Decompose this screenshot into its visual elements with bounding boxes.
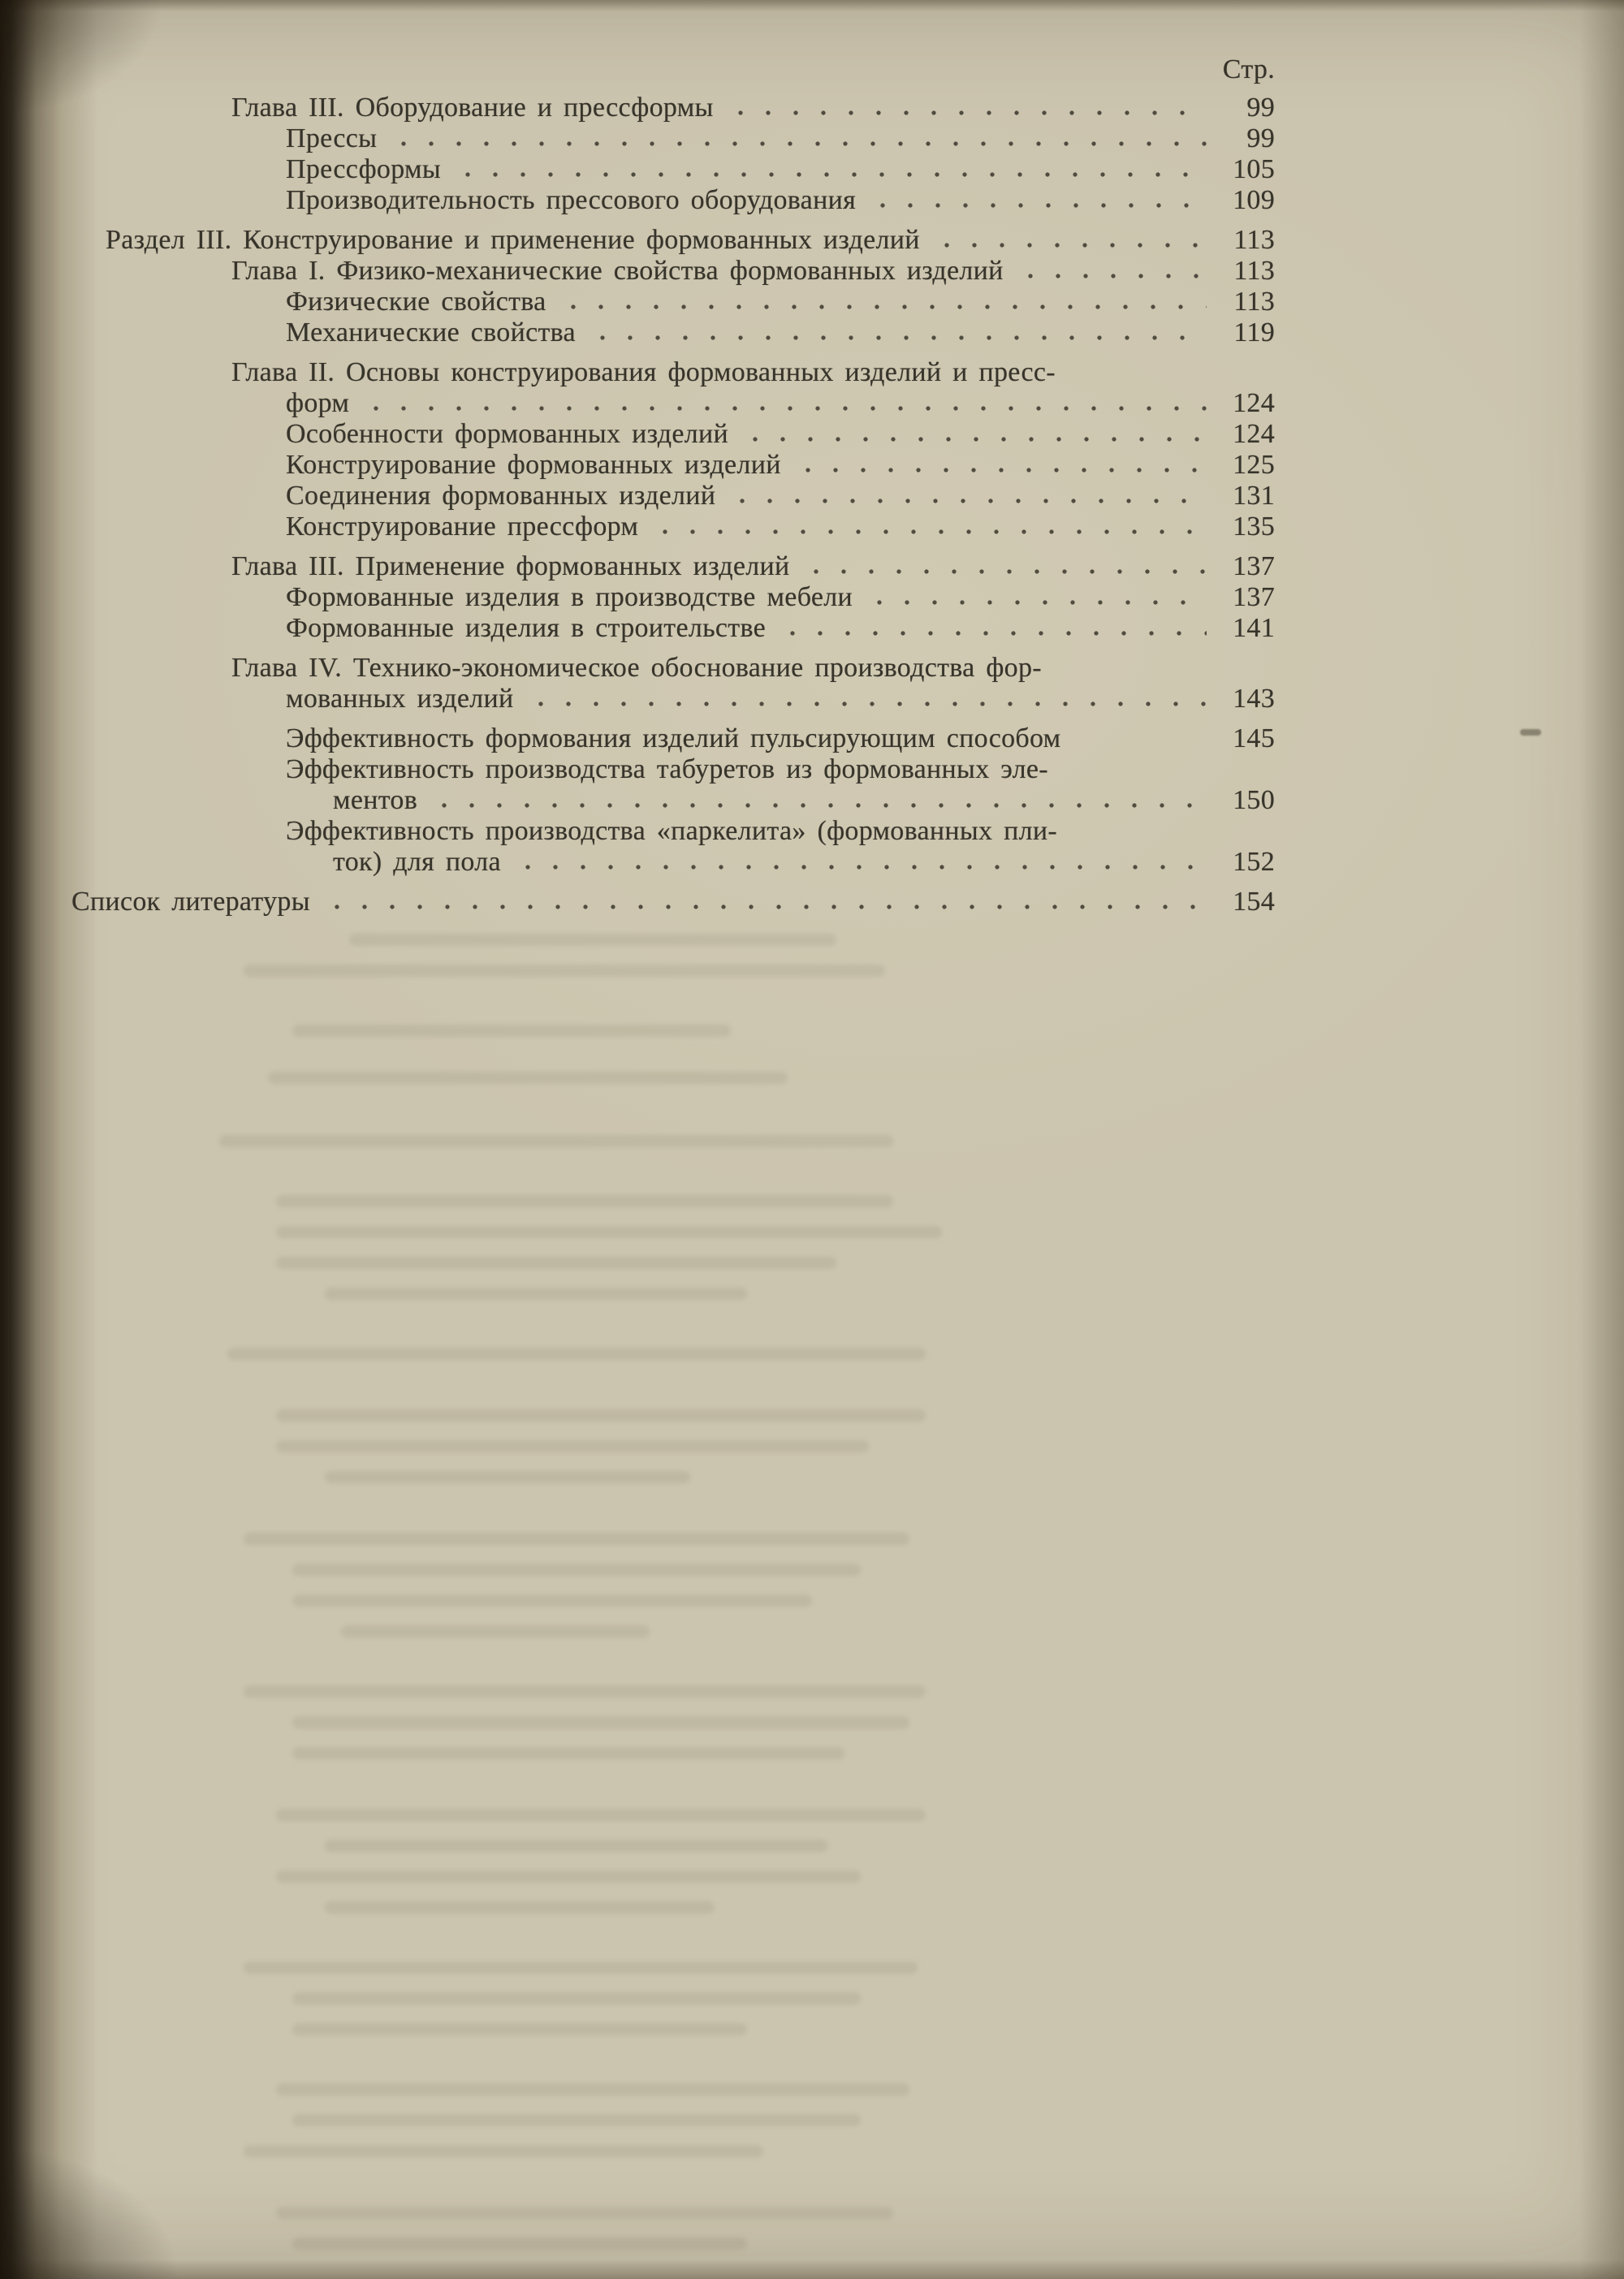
entry-main-line [286,723,1275,754]
entry-page-number: 113 [1233,225,1275,255]
bleed-through-line [276,2207,893,2219]
dot-leader [869,185,1207,216]
entry-main-line [286,185,1275,216]
toc-entry [71,816,1275,878]
entry-title: Прессформы [286,154,441,184]
entry-page-number: 137 [1233,582,1275,612]
entry-line: Эффективность производства «паркелита» (формованных пли- [286,816,1058,846]
entry-page-number: 143 [1233,684,1275,714]
toc-entry [71,582,1275,613]
entry-line: Глава II. Основы конструирования формованных изделий и пресс- [231,357,1056,387]
entry-page-number: 119 [1233,317,1275,347]
toc-entry [71,653,1275,714]
page-column-header: Стр. [1222,54,1275,84]
bleed-through-line [219,1135,893,1147]
bleed-through-line [244,1962,918,1974]
toc-entry [71,723,1275,754]
bleed-through-line [292,1992,861,2005]
entry-main-line [286,419,1275,450]
entry-main-line [286,123,1275,154]
entry-main-line [333,847,1275,878]
entry-main-line [286,388,1275,419]
entry-title: ментов [333,785,418,815]
bleed-through-line [244,1686,926,1698]
entry-title: Формованные изделия в строительстве [286,613,767,643]
entry-title: Механические свойства [286,317,576,347]
entry-title: Глава I. Физико-механические свойства формованных изделий [231,256,1004,286]
paper-speck [1520,729,1541,736]
entry-main-line [286,450,1275,481]
entry-main-line [71,887,1275,917]
entry-title: Список литературы [71,887,310,917]
entry-main-line [286,317,1275,348]
bleed-through-line [349,934,836,946]
dot-leader [559,287,1207,317]
toc-entry [71,754,1275,816]
bleed-through-line [325,1840,828,1852]
entry-main-line [286,582,1275,613]
bleed-through-line [292,1716,909,1729]
dot-leader [933,225,1207,256]
table-of-contents [71,54,1275,917]
entry-page-number: 125 [1233,450,1275,480]
bleed-through-line [292,1595,812,1607]
dot-leader [514,847,1207,878]
bleed-through-line [292,2238,747,2250]
entry-title: мованных изделий [286,684,514,714]
bleed-through-line [227,1348,926,1360]
entry-main-line [106,225,1275,256]
entry-main-line [286,287,1275,317]
entry-line: Глава IV. Технико-экономическое обоснование производства фор- [231,653,1042,683]
toc-entry [71,613,1275,644]
bleed-through-line [244,965,885,977]
bleed-through-line [276,1409,926,1422]
dot-leader [741,419,1207,450]
entry-page-number: 105 [1233,154,1275,184]
toc-entry [71,256,1275,287]
dot-leader [1073,723,1207,754]
toc-entry [71,511,1275,542]
bleed-through-line [292,1025,731,1037]
entry-page-number: 124 [1233,419,1275,449]
dot-leader [866,582,1207,613]
dot-leader [589,317,1207,348]
entry-page-number: 150 [1233,785,1275,815]
entry-page-number: 131 [1233,481,1275,511]
entry-title: Производительность прессового оборудования [286,185,857,215]
entry-title: Особенности формованных изделий [286,419,728,449]
toc-entry [71,93,1275,123]
entry-page-number: 113 [1233,256,1275,286]
bleed-through-line [276,1257,836,1269]
toc-entry [71,887,1275,917]
bleed-through-line [276,1440,869,1452]
entry-title: Конструирование прессформ [286,511,639,542]
entry-title: ток) для пола [333,847,501,877]
bleed-through-line [276,1195,893,1207]
toc-entries [71,93,1275,917]
entry-main-line [286,684,1275,714]
dot-leader [430,785,1207,816]
entry-page-number: 141 [1233,613,1275,643]
entry-main-line [286,511,1275,542]
bleed-through-line [276,1871,861,1883]
dot-leader [779,613,1207,644]
entry-title: форм [286,388,350,418]
entry-main-line [231,551,1275,582]
bleed-through-line [341,1625,650,1638]
entry-page-number: 152 [1233,847,1275,877]
dot-leader [651,511,1207,542]
toc-entry [71,357,1275,419]
toc-entry [71,481,1275,511]
dot-leader [727,93,1207,123]
bleed-through-line [276,1809,926,1821]
toc-entry [71,551,1275,582]
dot-leader [323,887,1207,917]
dot-leader [527,684,1207,714]
bleed-through-line [276,2083,909,2096]
entry-title: Раздел III. Конструирование и применение формованных изделий [106,225,920,255]
bleed-through-line [244,2145,763,2157]
bleed-through-line [268,1072,788,1084]
entry-main-line [333,785,1275,816]
dot-leader [794,450,1207,481]
toc-entry [71,317,1275,348]
entry-main-line [286,613,1275,644]
bleed-through-line [325,1901,715,1914]
entry-title: Глава III. Оборудование и прессформы [231,93,714,123]
toc-entry [71,185,1275,216]
toc-entry [71,419,1275,450]
bleed-through-line [244,1533,909,1545]
bleed-through-line [292,1564,861,1576]
entry-page-number: 154 [1233,887,1275,917]
entry-page-number: 135 [1233,511,1275,542]
entry-page-number: 124 [1233,388,1275,418]
toc-entry [71,225,1275,256]
entry-title: Соединения формованных изделий [286,481,716,511]
toc-entry [71,287,1275,317]
dot-leader [728,481,1207,511]
entry-page-number: 113 [1233,287,1275,317]
bleed-through-line [276,1226,942,1238]
entry-main-line [231,93,1275,123]
entry-title: Эффективность формования изделий пульсирующим способом [286,723,1061,753]
toc-entry [71,450,1275,481]
entry-main-line [231,256,1275,287]
dot-leader [1017,256,1207,287]
bleed-through-line [325,1288,747,1300]
toc-entry [71,154,1275,185]
entry-page-number: 99 [1246,123,1275,153]
entry-page-number: 137 [1233,551,1275,581]
entry-title: Глава III. Применение формованных изделий [231,551,790,581]
bleed-through-line [292,2114,861,2126]
dot-leader [390,123,1207,154]
entry-main-line [286,154,1275,185]
entry-main-line [286,481,1275,511]
entry-line: Эффективность производства табуретов из формованных эле- [286,754,1048,784]
entry-page-number: 145 [1233,723,1275,753]
entry-title: Формованные изделия в производстве мебели [286,582,853,612]
bleed-through-line [292,2023,747,2035]
entry-page-number: 109 [1233,185,1275,215]
bleed-through-line [325,1471,690,1483]
entry-title: Физические свойства [286,287,546,317]
entry-page-number: 99 [1246,93,1275,123]
dot-leader [454,154,1207,185]
entry-title: Конструирование формованных изделий [286,450,781,480]
entry-title: Прессы [286,123,378,153]
dot-leader [802,551,1207,582]
dot-leader [362,388,1207,419]
toc-entry [71,123,1275,154]
bleed-through-line [292,1747,844,1759]
